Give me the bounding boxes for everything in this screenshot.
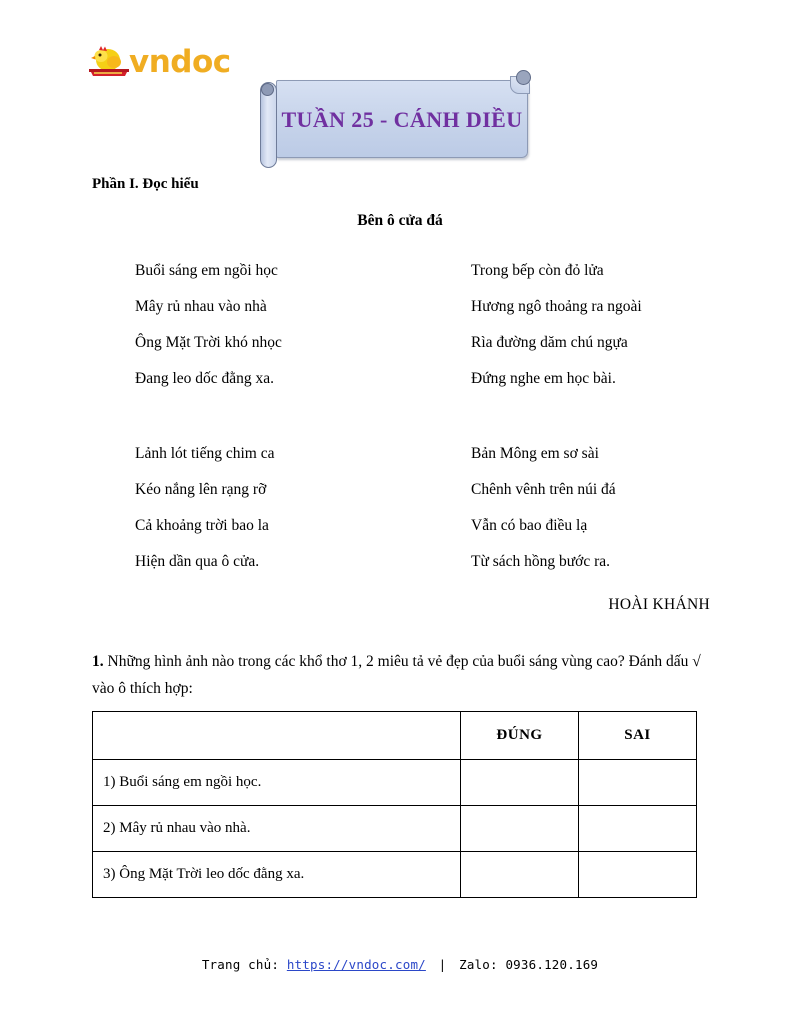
poem-line-row	[135, 481, 745, 517]
footer-home-label: Trang chủ:	[201, 957, 280, 972]
table-row	[93, 806, 697, 852]
poem-stanza	[135, 445, 745, 589]
poem-line-row	[135, 262, 745, 298]
answer-table	[92, 711, 697, 898]
table-header-statement	[93, 712, 461, 760]
table-cell-dung-checkbox[interactable]	[461, 806, 579, 852]
table-cell-statement: 1) Buổi sáng em ngồi học.	[93, 760, 461, 806]
table-cell-sai-checkbox[interactable]	[579, 852, 697, 898]
question-1	[92, 648, 707, 702]
scroll-knob-right-icon	[516, 70, 531, 85]
question-text: Những hình ảnh nào trong các khổ thơ 1, 2 miêu tả vẻ đẹp của buổi sáng vùng cao? Đánh dấu √ vào ô thích hợp:	[92, 653, 701, 698]
table-cell-dung-checkbox[interactable]	[461, 852, 579, 898]
poem-line: Đang leo dốc đằng xa.	[135, 370, 275, 387]
table-cell-sai-checkbox[interactable]	[579, 760, 697, 806]
poem-line: Lảnh lót tiếng chim ca	[135, 445, 275, 462]
poem-line-row	[135, 298, 745, 334]
table-header-sai: SAI	[579, 712, 697, 760]
table-header-dung: ĐÚNG	[461, 712, 579, 760]
table-row	[93, 852, 697, 898]
footer-separator: |	[438, 957, 447, 972]
rooster-mascot-icon	[88, 45, 130, 79]
footer-site-link[interactable]: https://vndoc.com/	[286, 957, 426, 972]
poem-line-row	[135, 445, 745, 481]
poem-title: Bên ô cửa đá	[357, 212, 443, 229]
poem-line: Từ sách hồng bước ra.	[471, 553, 611, 570]
poem-line: Buổi sáng em ngồi học	[135, 262, 278, 279]
site-logo	[88, 42, 231, 82]
poem-line: Hương ngô thoảng ra ngoài	[471, 298, 642, 315]
poem-line: Ông Mặt Trời khó nhọc	[135, 334, 282, 351]
poem-line: Vẫn có bao điều lạ	[471, 517, 588, 534]
table-cell-sai-checkbox[interactable]	[579, 806, 697, 852]
page-footer	[0, 957, 800, 972]
table-cell-dung-checkbox[interactable]	[461, 760, 579, 806]
poem-line-row	[135, 370, 745, 406]
poem-line: Rìa đường dăm chú ngựa	[471, 334, 628, 351]
poem-line: Cả khoảng trời bao la	[135, 517, 269, 534]
scroll-knob-left-icon	[261, 83, 274, 96]
table-cell-statement: 2) Mây rủ nhau vào nhà.	[93, 806, 461, 852]
footer-zalo: Zalo: 0936.120.169	[459, 957, 599, 972]
banner-title-text: TUẦN 25 - CÁNH DIỀU	[281, 107, 523, 133]
poem-line-row	[135, 334, 745, 370]
question-number: 1.	[92, 653, 104, 670]
table-header-row	[93, 712, 697, 760]
poem-line: Kéo nắng lên rạng rỡ	[135, 481, 267, 498]
poem-line: Chênh vênh trên núi đá	[471, 481, 616, 498]
poem-line: Hiện dần qua ô cửa.	[135, 553, 260, 570]
poem-line-row	[135, 517, 745, 553]
table-row	[93, 760, 697, 806]
poem-line: Mây rủ nhau vào nhà	[135, 298, 267, 315]
poem-line: Đứng nghe em học bài.	[471, 370, 616, 387]
poem-body	[135, 262, 745, 589]
poem-line: Bản Mông em sơ sài	[471, 445, 599, 462]
table-cell-statement: 3) Ông Mặt Trời leo dốc đằng xa.	[93, 852, 461, 898]
logo-wordmark: vndoc	[129, 43, 231, 80]
poem-line: Trong bếp còn đỏ lửa	[471, 262, 604, 279]
poem-line-row	[135, 553, 745, 589]
section-heading: Phần I. Đọc hiểu	[92, 176, 199, 192]
title-banner	[258, 68, 546, 168]
poem-stanza	[135, 262, 745, 406]
poem-author: HOÀI KHÁNH	[608, 596, 710, 613]
